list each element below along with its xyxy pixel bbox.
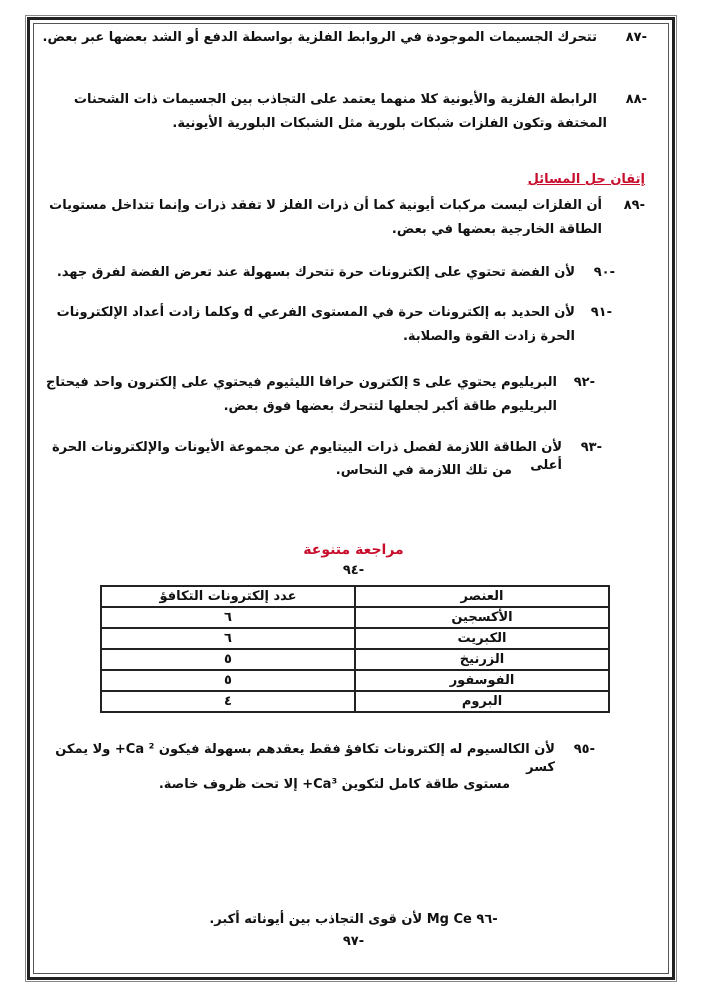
element-cell: الزرنيخ	[355, 649, 609, 670]
item-number-92: -٩٢	[573, 375, 595, 390]
answer-89-line-2: الطاقة الخارجية بعضها في بعض.	[391, 222, 602, 237]
item-number-91: -٩١	[590, 305, 612, 320]
item-number-95: -٩٥	[573, 742, 595, 757]
header-valence-electrons: عدد إلكترونات التكافؤ	[101, 586, 355, 607]
valence-cell: ٦	[101, 607, 355, 628]
answer-93-line-1: لأن الطاقة اللازمة لفصل ذرات الييتايوم عن مجموعة الأيونات والإلكترونات الحرة أعلى	[51, 440, 562, 473]
item-number-89: -٨٩	[623, 198, 645, 213]
answer-91-line-2: الحرة زادت القوة والصلابة.	[402, 329, 575, 344]
answer-95-line-1: لأن الكالسيوم له إلكترونات تكافؤ فقط يعقدهم بسهولة فيكون Ca ²+ ولا يمكن كسر	[55, 742, 555, 775]
page-border-inner	[33, 23, 669, 974]
element-cell: البروم	[355, 691, 609, 712]
table-row	[101, 607, 609, 628]
section-title-review: مراجعة متنوعة	[303, 542, 404, 558]
answer-92-line-2: البريليوم طاقة أكبر لجعلها لتتحرك بعضها فوق بعض.	[223, 399, 557, 414]
answer-92-line-1: البريليوم يحتوي على s إلكترون حرافا الليثيوم فيحتوي على إلكترون واحد فيحتاج	[46, 375, 557, 390]
element-cell: الكبريت	[355, 628, 609, 649]
valence-cell: ٦	[101, 628, 355, 649]
table-row	[101, 628, 609, 649]
item-number-87: -٨٧	[625, 30, 647, 45]
item-number-94: -٩٤	[342, 563, 365, 578]
section-heading-problem-solving: إتقان حل المسائل	[527, 172, 645, 187]
answer-90-line-1: لأن الفضة تحتوي على إلكترونات حرة تتحرك بسهولة عند تعرض الفضة لفرق جهد.	[56, 265, 575, 280]
answer-91-line-1: لأن الحديد به إلكترونات حرة في المستوى الفرعي d وكلما زادت أعداد الإلكترونات	[56, 305, 575, 320]
valence-cell: ٤	[101, 691, 355, 712]
answer-88-line-2: المختفة وتكون الفلزات شبكات بلورية مثل الشبكات البلورية الأيونية.	[172, 116, 607, 131]
valence-cell: ٥	[101, 670, 355, 691]
table-row	[101, 691, 609, 712]
item-number-90: -٩٠	[593, 265, 615, 280]
table-header-row	[101, 586, 609, 607]
answer-89-line-1: أن الفلزات ليست مركبات أيونية كما أن ذرات الفلز لا تفقد ذرات وإنما تتداخل مستويات	[49, 198, 602, 213]
table-row	[101, 670, 609, 691]
header-element: العنصر	[355, 586, 609, 607]
answer-95-line-2: مستوى طاقة كامل لتكوين Ca³+ إلا تحت ظروف خاصة.	[158, 777, 510, 792]
answer-96: -٩٦ Mg Ce لأن قوى التجاذب بين أيوناته أكبر.	[209, 912, 498, 927]
table-row	[101, 649, 609, 670]
valence-cell: ٥	[101, 649, 355, 670]
answer-88-line-1: الرابطة الفلزية والأيونية كلا منهما يعتمد على التجاذب بين الجسيمات ذات الشحنات	[73, 92, 597, 107]
item-number-97: -٩٧	[342, 934, 365, 949]
element-cell: الأكسجين	[355, 607, 609, 628]
answer-87-line-1: تتحرك الجسيمات الموجودة في الروابط الفلزية بواسطة الدفع أو الشد بعضها عبر بعض.	[42, 30, 597, 45]
item-number-88: -٨٨	[625, 92, 647, 107]
valence-electrons-table	[100, 585, 610, 713]
item-number-93: -٩٣	[580, 440, 602, 455]
answer-93-line-2: من تلك اللازمة في النحاس.	[335, 463, 512, 478]
element-cell: الفوسفور	[355, 670, 609, 691]
